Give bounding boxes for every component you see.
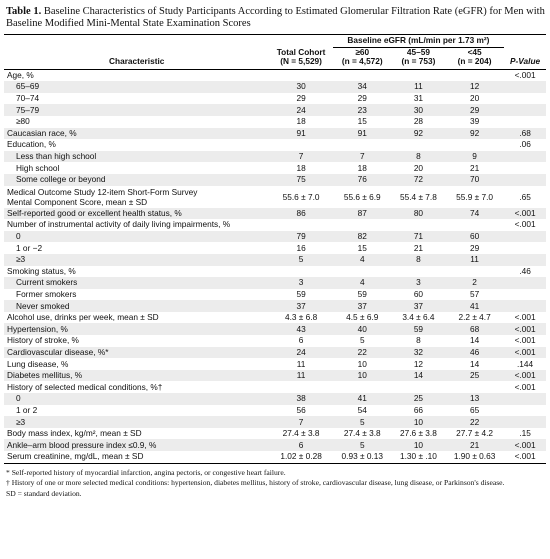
cell-value: 11 bbox=[296, 370, 306, 381]
table-row bbox=[4, 370, 546, 382]
table-row bbox=[4, 416, 546, 428]
table-row bbox=[4, 242, 546, 254]
cell-p-value: .06 bbox=[519, 139, 531, 150]
cell-value: 92 bbox=[469, 127, 480, 138]
cell-value bbox=[445, 381, 504, 393]
cell-value: 29 bbox=[296, 93, 306, 104]
cell-value: 41 bbox=[357, 393, 367, 404]
cell-value: 39 bbox=[469, 116, 480, 127]
cell-value: 21 bbox=[469, 439, 480, 450]
row-label bbox=[4, 358, 269, 370]
cell-value: 86 bbox=[296, 207, 306, 218]
cell-value: 92 bbox=[413, 127, 424, 138]
cell-value: 37 bbox=[413, 300, 424, 311]
cell-value: 60 bbox=[469, 231, 480, 242]
header-p-value bbox=[504, 35, 546, 69]
cell-value: 70 bbox=[469, 174, 480, 185]
cell-value: 29 bbox=[469, 242, 480, 253]
row-label-text: History of selected medical conditions, %† bbox=[7, 381, 163, 392]
row-label bbox=[4, 174, 269, 186]
cell-value: 55.4 ± 7.8 bbox=[400, 191, 437, 202]
row-label bbox=[4, 162, 269, 174]
header-total-cohort bbox=[269, 35, 332, 69]
cell-value: 71 bbox=[413, 231, 424, 242]
table-row bbox=[4, 277, 546, 289]
table-row bbox=[4, 266, 546, 278]
cell-p-value bbox=[504, 242, 546, 254]
row-label bbox=[4, 266, 269, 278]
cell-p-value bbox=[504, 174, 546, 186]
cell-value bbox=[445, 266, 504, 278]
cell-p-value: <.001 bbox=[514, 323, 536, 334]
cell-value: 1.30 ± .10 bbox=[400, 451, 437, 462]
cell-p-value bbox=[504, 116, 546, 128]
cell-value: 34 bbox=[357, 81, 367, 92]
cell-value: 55.6 ± 7.0 bbox=[282, 191, 320, 202]
table-number: Table 1. bbox=[6, 6, 42, 17]
cell-value: 25 bbox=[413, 393, 424, 404]
cell-p-value: .15 bbox=[519, 428, 531, 439]
row-label-text: Cardiovascular disease, %* bbox=[7, 346, 109, 357]
footnote-asterisk: * Self-reported history of myocardial infarction, angina pectoris, or congestive heart failure. bbox=[6, 467, 286, 477]
cell-value: 54 bbox=[357, 404, 367, 415]
cell-value: 27.7 ± 4.2 bbox=[456, 428, 494, 439]
row-label-text: 70–74 bbox=[16, 93, 40, 104]
cell-value bbox=[269, 381, 332, 393]
cell-value: 30 bbox=[413, 104, 424, 115]
cell-value: 12 bbox=[469, 81, 480, 92]
cell-value: 66 bbox=[413, 404, 424, 415]
row-label bbox=[4, 93, 269, 105]
cell-value: 65 bbox=[469, 404, 480, 415]
row-label bbox=[4, 231, 269, 243]
row-label bbox=[4, 323, 269, 335]
cell-value: 31 bbox=[413, 93, 424, 104]
cell-value: 10 bbox=[357, 370, 367, 381]
footnote-dagger: † History of one or more selected medical conditions: hypertension, diabetes mellitus, history of stroke, cardiovascular disease, lung disease, or Parkinson's disease. bbox=[6, 478, 505, 488]
row-label-text: 1 or 2 bbox=[16, 404, 38, 415]
cell-value: 82 bbox=[357, 231, 367, 242]
cell-p-value bbox=[504, 393, 546, 405]
row-label-text: Alcohol use, drinks per week, mean ± SD bbox=[7, 312, 159, 323]
cell-value: 59 bbox=[296, 288, 306, 299]
row-label bbox=[4, 393, 269, 405]
cell-value bbox=[445, 219, 504, 231]
cell-value: 8 bbox=[416, 335, 421, 346]
cell-value: 59 bbox=[357, 288, 367, 299]
cell-value: 12 bbox=[413, 358, 424, 369]
table-caption bbox=[4, 6, 546, 30]
cell-value: 74 bbox=[469, 207, 480, 218]
cell-p-value: .46 bbox=[519, 265, 531, 276]
cell-p-value bbox=[504, 277, 546, 289]
cell-value: 59 bbox=[413, 323, 424, 334]
cell-value bbox=[269, 266, 332, 278]
cell-value: 24 bbox=[296, 346, 306, 357]
cell-value: 56 bbox=[296, 404, 306, 415]
row-label bbox=[4, 370, 269, 382]
table-row bbox=[4, 300, 546, 312]
cell-value: 27.6 ± 3.8 bbox=[400, 428, 437, 439]
table-row bbox=[4, 151, 546, 163]
header-lt45-line2: (n = 204) bbox=[457, 56, 492, 67]
row-label bbox=[4, 347, 269, 359]
cell-value: 5 bbox=[359, 416, 365, 427]
header-total-line2: (N = 5,529) bbox=[280, 56, 322, 67]
header-ge60-line2: (n = 4,572) bbox=[341, 56, 383, 67]
cell-value bbox=[392, 266, 445, 278]
cell-value: 15 bbox=[357, 242, 367, 253]
cell-value bbox=[269, 69, 332, 81]
cell-value: 8 bbox=[416, 151, 421, 162]
characteristics-table bbox=[4, 34, 546, 464]
row-label bbox=[4, 254, 269, 266]
row-label-text: Education, % bbox=[7, 139, 56, 150]
cell-value: 14 bbox=[413, 370, 424, 381]
cell-value: 80 bbox=[413, 207, 424, 218]
cell-value: 7 bbox=[359, 151, 365, 162]
cell-value: 3 bbox=[416, 277, 421, 288]
cell-value bbox=[445, 139, 504, 151]
cell-value: 8 bbox=[416, 254, 421, 265]
row-label-text: High school bbox=[16, 162, 60, 173]
cell-p-value: <.001 bbox=[514, 346, 536, 357]
cell-value: 60 bbox=[413, 288, 424, 299]
cell-value: 32 bbox=[413, 346, 424, 357]
cell-value: 91 bbox=[296, 127, 306, 138]
table-row bbox=[4, 335, 546, 347]
cell-value bbox=[333, 266, 392, 278]
table-row bbox=[4, 451, 546, 463]
row-label-text: Former smokers bbox=[16, 288, 77, 299]
row-label-text: Some college or beyond bbox=[16, 174, 106, 185]
row-label bbox=[4, 139, 269, 151]
cell-p-value bbox=[504, 151, 546, 163]
cell-value: 10 bbox=[413, 439, 424, 450]
cell-value bbox=[333, 381, 392, 393]
cell-value: 28 bbox=[413, 116, 424, 127]
row-label-text: ≥80 bbox=[16, 116, 30, 127]
cell-value: 27.4 ± 3.8 bbox=[282, 428, 320, 439]
cell-value: 1.02 ± 0.28 bbox=[280, 451, 322, 462]
cell-value: 5 bbox=[359, 439, 365, 450]
cell-p-value: <.001 bbox=[514, 69, 536, 80]
cell-value: 4.3 ± 6.8 bbox=[284, 312, 318, 323]
cell-value: 22 bbox=[469, 416, 480, 427]
cell-p-value: .144 bbox=[516, 358, 534, 369]
cell-value: 46 bbox=[469, 346, 480, 357]
cell-value: 24 bbox=[296, 104, 306, 115]
cell-p-value: .65 bbox=[519, 191, 531, 202]
row-label-text: 75–79 bbox=[16, 104, 40, 115]
row-label-text: ≥3 bbox=[16, 416, 26, 427]
header-characteristic: Characteristic bbox=[4, 35, 269, 69]
cell-value: 6 bbox=[298, 335, 304, 346]
table-row bbox=[4, 393, 546, 405]
table-row bbox=[4, 439, 546, 451]
row-label bbox=[4, 208, 269, 220]
cell-p-value: <.001 bbox=[514, 335, 536, 346]
table-row bbox=[4, 405, 546, 417]
cell-value: 79 bbox=[296, 231, 306, 242]
cell-p-value: <.001 bbox=[514, 439, 536, 450]
header-p-value-text: P-Value bbox=[510, 56, 541, 67]
cell-value: 40 bbox=[357, 323, 367, 334]
row-label bbox=[4, 151, 269, 163]
cell-value: 37 bbox=[357, 300, 367, 311]
cell-p-value bbox=[504, 405, 546, 417]
cell-value bbox=[269, 219, 332, 231]
cell-value bbox=[269, 139, 332, 151]
cell-value: 2 bbox=[472, 277, 477, 288]
cell-p-value: <.001 bbox=[514, 370, 536, 381]
table-row bbox=[4, 186, 546, 208]
table-row bbox=[4, 104, 546, 116]
row-label bbox=[4, 335, 269, 347]
footnote-sd: SD = standard deviation. bbox=[6, 488, 82, 498]
cell-p-value: <.001 bbox=[514, 381, 536, 392]
row-label bbox=[4, 439, 269, 451]
row-label bbox=[4, 300, 269, 312]
cell-value: 9 bbox=[472, 151, 477, 162]
cell-p-value bbox=[504, 416, 546, 428]
cell-value: 18 bbox=[357, 162, 367, 173]
row-label-text: Ankle–arm blood pressure index ≤0.9, % bbox=[7, 439, 157, 450]
table-row bbox=[4, 162, 546, 174]
cell-value: 20 bbox=[469, 93, 480, 104]
row-label-text: History of stroke, % bbox=[7, 335, 79, 346]
row-label bbox=[4, 381, 269, 393]
row-label bbox=[4, 428, 269, 440]
cell-value: 27.4 ± 3.8 bbox=[343, 428, 381, 439]
cell-value: 57 bbox=[469, 288, 480, 299]
row-label bbox=[4, 289, 269, 301]
header-egfr-ge60 bbox=[333, 47, 392, 69]
row-label-text: 0 bbox=[16, 231, 21, 242]
header-45-59-line1: 45–59 bbox=[406, 46, 430, 57]
row-label-text: Number of instrumental activity of daily living impairments, % bbox=[7, 219, 231, 230]
table-body bbox=[4, 69, 546, 463]
cell-value: 25 bbox=[469, 370, 480, 381]
header-egfr-lt45 bbox=[445, 47, 504, 69]
cell-p-value bbox=[504, 289, 546, 301]
cell-value: 23 bbox=[357, 104, 367, 115]
cell-value: 11 bbox=[414, 81, 423, 92]
cell-value: 11 bbox=[296, 358, 306, 369]
row-label-text: Less than high school bbox=[16, 151, 97, 162]
cell-value: 91 bbox=[357, 127, 367, 138]
table-row bbox=[4, 231, 546, 243]
cell-value: 5 bbox=[298, 254, 304, 265]
cell-value: 75 bbox=[296, 174, 306, 185]
cell-value: 1.90 ± 0.63 bbox=[453, 451, 496, 462]
row-label bbox=[4, 128, 269, 140]
row-label-text-line2: Mental Component Score, mean ± SD bbox=[7, 196, 148, 207]
row-label-text: Never smoked bbox=[16, 300, 70, 311]
row-label-text: Age, % bbox=[7, 69, 34, 80]
row-label-text: 0 bbox=[16, 393, 21, 404]
cell-value: 13 bbox=[469, 393, 480, 404]
row-label bbox=[4, 69, 269, 81]
cell-value: 10 bbox=[413, 416, 424, 427]
row-label-text: Caucasian race, % bbox=[7, 127, 77, 138]
cell-value: 20 bbox=[413, 162, 424, 173]
cell-p-value bbox=[504, 104, 546, 116]
cell-value: 6 bbox=[298, 439, 304, 450]
cell-p-value bbox=[504, 231, 546, 243]
cell-value: 3 bbox=[298, 277, 304, 288]
cell-value: 4 bbox=[359, 254, 365, 265]
cell-value: 55.9 ± 7.0 bbox=[456, 191, 494, 202]
cell-value: 7 bbox=[298, 151, 304, 162]
cell-p-value: <.001 bbox=[514, 207, 536, 218]
cell-value: 14 bbox=[469, 358, 480, 369]
cell-value: 2.2 ± 4.7 bbox=[458, 312, 491, 323]
cell-value: 0.93 ± 0.13 bbox=[341, 451, 383, 462]
row-label-text: 1 or −2 bbox=[16, 242, 43, 253]
cell-value: 3.4 ± 6.4 bbox=[402, 312, 435, 323]
cell-value: 4.5 ± 6.9 bbox=[346, 312, 379, 323]
cell-value bbox=[392, 139, 445, 151]
cell-value bbox=[333, 219, 392, 231]
cell-value: 43 bbox=[296, 323, 306, 334]
table-row bbox=[4, 347, 546, 359]
row-label bbox=[4, 451, 269, 463]
cell-value: 76 bbox=[357, 174, 367, 185]
row-label bbox=[4, 312, 269, 324]
header-ge60-line1: ≥60 bbox=[355, 46, 370, 57]
cell-value bbox=[333, 139, 392, 151]
table-row bbox=[4, 254, 546, 266]
cell-value: 14 bbox=[469, 335, 480, 346]
row-label bbox=[4, 242, 269, 254]
cell-value bbox=[392, 381, 445, 393]
table-row bbox=[4, 93, 546, 105]
table-row bbox=[4, 358, 546, 370]
row-label-text: Smoking status, % bbox=[7, 265, 76, 276]
row-label-text: Hypertension, % bbox=[7, 323, 68, 334]
cell-p-value bbox=[504, 254, 546, 266]
cell-value: 72 bbox=[413, 174, 424, 185]
table-row bbox=[4, 174, 546, 186]
cell-value: 5 bbox=[359, 335, 365, 346]
row-label-text: 65–69 bbox=[16, 81, 40, 92]
cell-value: 15 bbox=[357, 116, 367, 127]
cell-p-value: <.001 bbox=[514, 312, 536, 323]
table-row bbox=[4, 81, 546, 93]
row-label bbox=[4, 405, 269, 417]
cell-value: 29 bbox=[357, 93, 367, 104]
table-row bbox=[4, 139, 546, 151]
cell-p-value: <.001 bbox=[514, 451, 536, 462]
cell-value bbox=[445, 69, 504, 81]
cell-p-value: <.001 bbox=[514, 219, 536, 230]
cell-value: 18 bbox=[296, 116, 306, 127]
row-label-text: Serum creatinine, mg/dL, mean ± SD bbox=[7, 451, 144, 462]
row-label-text: Body mass index, kg/m², mean ± SD bbox=[7, 428, 142, 439]
row-label bbox=[4, 104, 269, 116]
cell-value bbox=[392, 69, 445, 81]
table-row bbox=[4, 428, 546, 440]
cell-p-value bbox=[504, 300, 546, 312]
table-row bbox=[4, 289, 546, 301]
cell-value: 16 bbox=[296, 242, 306, 253]
table-row bbox=[4, 323, 546, 335]
row-label bbox=[4, 186, 269, 208]
table-row bbox=[4, 219, 546, 231]
cell-value: 87 bbox=[357, 207, 367, 218]
row-label bbox=[4, 416, 269, 428]
cell-value: 38 bbox=[296, 393, 306, 404]
header-total-line1: Total Cohort bbox=[276, 46, 326, 57]
cell-value: 21 bbox=[413, 242, 424, 253]
cell-value: 41 bbox=[469, 300, 480, 311]
cell-value: 18 bbox=[296, 162, 306, 173]
header-egfr-group: Baseline eGFR (mL/min per 1.73 m²) bbox=[333, 35, 504, 48]
header-egfr-45-59 bbox=[392, 47, 445, 69]
row-label-text: Diabetes mellitus, % bbox=[7, 370, 83, 381]
table-row bbox=[4, 312, 546, 324]
cell-p-value bbox=[504, 93, 546, 105]
cell-value: 37 bbox=[296, 300, 306, 311]
cell-value bbox=[333, 69, 392, 81]
cell-value: 68 bbox=[469, 323, 480, 334]
table-row bbox=[4, 381, 546, 393]
cell-value: 7 bbox=[298, 416, 304, 427]
cell-value: 30 bbox=[296, 81, 306, 92]
cell-p-value bbox=[504, 81, 546, 93]
cell-p-value bbox=[504, 162, 546, 174]
cell-value: 55.6 ± 6.9 bbox=[343, 191, 381, 202]
cell-value: 29 bbox=[469, 104, 480, 115]
row-label-text: Medical Outcome Study 12-item Short-Form Survey bbox=[7, 186, 198, 197]
row-label-text: Lung disease, % bbox=[7, 358, 69, 369]
table-row bbox=[4, 128, 546, 140]
row-label-text: Self-reported good or excellent health status, % bbox=[7, 207, 182, 218]
cell-value bbox=[392, 219, 445, 231]
row-label-text: ≥3 bbox=[16, 254, 26, 265]
footnotes bbox=[4, 468, 546, 499]
cell-value: 21 bbox=[469, 162, 480, 173]
cell-value: 10 bbox=[357, 358, 367, 369]
cell-value: 4 bbox=[359, 277, 365, 288]
cell-p-value: .68 bbox=[519, 127, 531, 138]
table-row bbox=[4, 208, 546, 220]
table-row bbox=[4, 69, 546, 81]
row-label bbox=[4, 81, 269, 93]
row-label-text: Current smokers bbox=[16, 277, 78, 288]
header-45-59-line2: (n = 753) bbox=[401, 56, 436, 67]
cell-value: 22 bbox=[357, 346, 367, 357]
table-row bbox=[4, 116, 546, 128]
row-label bbox=[4, 116, 269, 128]
table-title: Baseline Characteristics of Study Participants According to Estimated Glomerular Filtration Rate (eGFR) for Men with Baseline Modified Mini-Mental State Examination Scores bbox=[6, 6, 545, 29]
row-label bbox=[4, 277, 269, 289]
cell-value: 11 bbox=[470, 254, 479, 265]
row-label bbox=[4, 219, 269, 231]
header-lt45-line1: <45 bbox=[467, 46, 482, 57]
